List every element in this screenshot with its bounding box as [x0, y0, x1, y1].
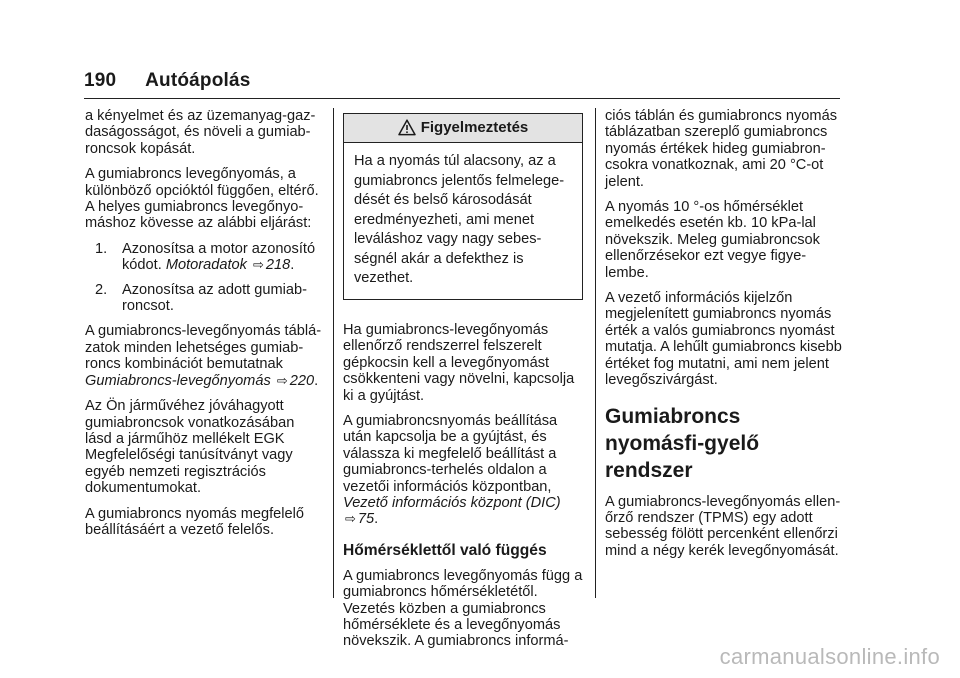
warning-text: Ha a nyomás túl alacsony, az a gumiabroncs jelentős felmelege-dését és belső károsodását eredményezheti, ami menet leváláshoz vagy nagy sebes-ségnél akár a defekthez is vezethet.: [354, 153, 565, 287]
paragraph: A gumiabroncs levegőnyomás, a különböző opcióktól függően, eltérő. A helyes gumiabroncs levegőnyo-máshoz kövesse az alábbi eljárást:: [85, 166, 319, 232]
cross-reference-link[interactable]: Motoradatok: [165, 257, 247, 274]
column-divider-right: [595, 108, 596, 598]
cross-reference-page[interactable]: 220: [289, 372, 315, 389]
paragraph: Ha gumiabroncs-levegőnyomás ellenőrző rendszerrel felszerelt gépkocsin kell a levegőnyomást csökkenteni vagy növelni, kapcsolja ki a gyújtást.: [343, 321, 575, 404]
column-2: [343, 108, 583, 659]
step-text: Azonosítsa a motor azonosító kódot.: [122, 240, 316, 274]
cross-reference-arrow-icon: ⇨: [276, 372, 288, 388]
step-number: 2.: [95, 281, 108, 298]
warning-title: Figyelmeztetés: [420, 119, 529, 136]
page-header: [84, 70, 251, 92]
paragraph: ciós táblán és gumiabroncs nyomás táblázatban szereplő gumiabroncs nyomás értékek hideg gumiabron-csokra vonatkoznak, ami 20 °C-ot jelent.: [605, 108, 837, 190]
step-text: Azonosítsa az adott gumiab-roncsot.: [122, 281, 307, 315]
section-heading: Gumiabroncs nyomásfi-gyelő rendszer: [605, 404, 760, 482]
procedure-steps: [85, 241, 323, 315]
cross-reference-link[interactable]: Vezető információs központ (DIC): [343, 494, 561, 511]
cross-reference-page[interactable]: 75: [357, 511, 375, 528]
page-number: 190: [84, 70, 117, 91]
column-1: [85, 108, 323, 547]
column-3: [605, 108, 845, 568]
paragraph: Az Ön járművéhez jóváhagyott gumiabroncsok vonatkozásában lásd a járműhöz mellékelt EGK Megfelelőségi tanúsítványt vagy egyéb nemzeti regisztrációs dokumentumokat.: [85, 398, 295, 497]
paragraph: A gumiabroncs-levegőnyomás ellen-őrző rendszer (TPMS) egy adott sebesség fölött percenként ellenőrzi mind a négy kerék levegőnyomását.: [605, 493, 841, 559]
cross-reference-arrow-icon: ⇨: [345, 511, 356, 527]
warning-triangle-icon: [398, 119, 416, 136]
paragraph: A gumiabroncsnyomás beállítása után kapcsolja be a gyújtást, és válassza ki megfelelő beállítást a gumiabroncs-terhelés oldalon a vezetői információs központban, Vezető információs központ (DIC) ⇨ 75.: [343, 412, 561, 528]
header-divider: [84, 98, 840, 99]
cross-reference-arrow-icon: ⇨: [253, 257, 264, 273]
subheading: Hőmérséklettől való függés: [343, 541, 547, 559]
cross-reference-page[interactable]: 218: [265, 257, 291, 274]
paragraph: A vezető információs kijelzőn megjelenített gumiabroncs nyomás érték a valós gumiabroncs nyomást mutatja. A lehűlt gumiabroncs kisebb értéket fog mutatni, ami nem jelent levegőszivárgást.: [605, 290, 842, 389]
section-title: Autóápolás: [145, 70, 251, 91]
paragraph: A gumiabroncs nyomás megfelelő beállításáért a vezető felelős.: [85, 505, 305, 538]
column-divider-left: [333, 108, 334, 598]
cross-reference-link[interactable]: Gumiabroncs-levegőnyomás: [85, 372, 271, 389]
step-item: [85, 282, 323, 315]
warning-box: [343, 113, 583, 300]
step-item: 1. Azonosítsa a motor azonosító kódot. Motoradatok ⇨ 218.: [95, 240, 316, 274]
paragraph: a kényelmet és az üzemanyag-gaz-daságosságot, és növeli a gumiab-roncsok kopását.: [85, 108, 316, 157]
paragraph: A gumiabroncs-levegőnyomás táblá-zatok minden lehetséges gumiab-roncs kombinációt bemutatnak Gumiabroncs-levegőnyomás ⇨ 220.: [85, 323, 322, 389]
paragraph: A nyomás 10 °-os hőmérséklet emelkedés esetén kb. 10 kPa-lal növekszik. Meleg gumiabroncsok ellenőrzésekor ezt vegye figye-lembe.: [605, 199, 820, 281]
watermark: carmanualsonline.info: [719, 644, 940, 669]
paragraph: A gumiabroncs levegőnyomás függ a gumiabroncs hőmérsékletétől. Vezetés közben a gumiabroncs hőmérséklete és a levegőnyomás növekszik. A gumiabroncs informá-: [343, 567, 583, 650]
step-number: 1.: [95, 240, 108, 257]
warning-header: [344, 114, 582, 143]
